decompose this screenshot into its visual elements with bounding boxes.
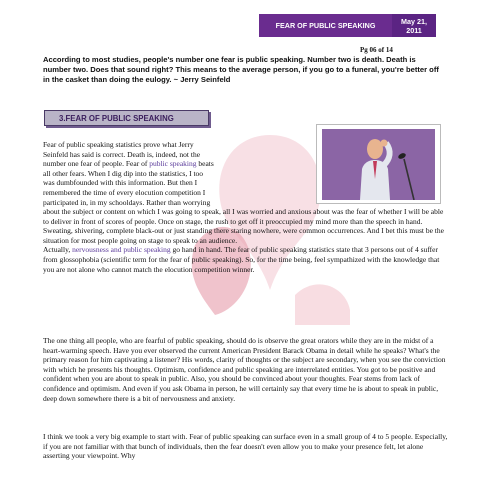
section-heading-text: 3.FEAR OF PUBLIC SPEAKING — [59, 113, 174, 123]
public-speaking-link[interactable]: public speaking — [149, 159, 197, 169]
page-number: Pg 06 of 14 — [360, 46, 393, 54]
paragraph-1-actually — [43, 245, 448, 274]
paragraph-1-line-7: participated in, in my schooldays. Rather than worrying — [43, 197, 211, 207]
paragraph-1-line-1: Fear of public speaking statistics prove what Jerry — [43, 140, 194, 149]
nervousness-link[interactable]: nervousness and public speaking — [72, 245, 171, 255]
section-heading — [44, 110, 209, 126]
header-date-line1: May 21, — [401, 16, 427, 26]
paragraph-1-actually-pre: Actually, — [43, 245, 73, 255]
header-date-box — [392, 14, 436, 37]
paragraph-2: The one thing all people, who are fearful of public speaking, should do is observe the great orators while they are in the midst of a heart-warming speech. Have you ever observed the current American President Barack Obama in detail while he speaks? What's the primary reason for him captivating a listener? His words, clarity of thoughts or the subject are secondary, when you see the conviction with which he presents his thoughts. Optimism, confidence and public speaking are interrelated entities. You got to be positive and confident when you are about to speak in public. Also, you should be convinced about your thoughts. Fear stems from lack of confidence and optimism. And even if you ask Obama in person, he will certainly say that every time he is about to speak in public, deep down somewhere there is a bit of nervousness and anxiety. — [43, 336, 446, 403]
paragraph-3: I think we took a very big example to start with. Fear of public speaking can surface even in a small group of 4 to 5 people. Especially, if you are not familiar with that bunch of individuals, then the fear doesn't even allow you to make your presence felt, let alone asserting your viewpoint. Why — [43, 432, 448, 461]
paragraph-1-line-5: was dumbfounded with this information. But then I — [43, 178, 198, 188]
nervous-speaker-illustration — [322, 129, 435, 200]
paragraph-1-line-3 — [43, 159, 283, 169]
paragraph-1-line-6: remembered the time of every elocution competition I — [43, 187, 206, 197]
paragraph-1-narrow — [43, 140, 283, 207]
header-title-bar — [259, 14, 392, 37]
header-date-line2: 2011 — [406, 25, 422, 35]
paragraph-1-line-3-text: number one fear of people. Fear of — [43, 159, 150, 169]
paragraph-1-line-4: all other fears. When I dig dip into the statistics, I too — [43, 168, 204, 178]
paragraph-1-line-2: Seinfeld has said is correct. Death is, indeed, not the — [43, 149, 201, 159]
paragraph-1-line-3-end: beats — [196, 159, 214, 169]
speaker-photo — [316, 124, 441, 204]
intro-quote: According to most studies, people's number one fear is public speaking. Number two is death. Death is number two. Does that sound right? This means to the average person, if you go to a funeral, you're better off in the casket than doing the eulogy. ~ Jerry Seinfeld — [43, 55, 439, 85]
header-title: FEAR OF PUBLIC SPEAKING — [275, 21, 376, 30]
paragraph-1-wide — [43, 207, 448, 274]
speaker-photo-image — [322, 129, 435, 200]
paragraph-1-actually-post: go hand in hand. The fear of public speaking statistics state that 3 persons out of 4 suffer from glossophobia (scientific term for the fear of public speaking). So, for the time being, feel sympathized with the knowledge that you are not alone who cannot match the elocution competition winner. — [43, 245, 440, 274]
paragraph-1-continued: about the subject or content on which I was going to speak, all I was worried and anxious about was the fear of whether I will be able to deliver in front of scores of people. Once on stage, the rush to get off it preoccupied my mind more than the speech in hand. Sweating, shivering, complete black-out or just standing there staring nowhere, were common occurrences. And I bet this must be the situation for most people going on stage to speak to an audience. — [43, 207, 444, 245]
